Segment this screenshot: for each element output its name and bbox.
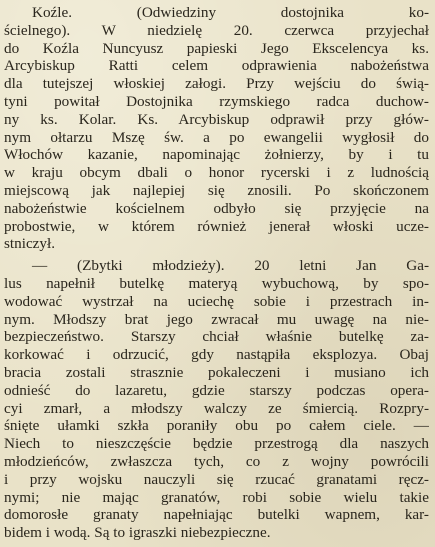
article-line: ny ks. Kolar. Ks. Arcybiskup odprawił przy głów-	[4, 110, 429, 128]
article-line: korkować i odrzucić, gdy nastąpiła eksplozya. Obaj	[4, 346, 429, 364]
article-line: nym ołtarzu Mszę św. a po ewangelii wygłosił do	[4, 128, 429, 146]
article-line: ścielnego). W niedzielę 20. czerwca przyjechał	[4, 21, 429, 39]
article-line: Koźle. (Odwiedziny dostojnika ko-	[32, 4, 429, 21]
article-line: Arcybiskup Ratti celem odprawienia nabożeństwa	[4, 57, 429, 75]
article-line: do Koźla Nuncyusz papieski Jego Ekscelencya ks.	[4, 39, 429, 57]
article-line: tyni powitał Dostojnika rzymskiego radca duchow-	[4, 92, 429, 110]
article-line: cyi zmarł, a młodszy walczy ze śmiercią. Rozpry-	[4, 399, 429, 417]
article-line: w kraju obcym dbali o honor rycerski i z ludnością	[4, 164, 429, 182]
article-line: młodzieńców, zwłaszcza tych, co z wojny powrócili	[4, 452, 429, 470]
article-line: bezpieczeństwo. Starszy chciał właśnie butelkę za-	[4, 328, 429, 346]
article-line: nym. Młodszy brat jego zwracał mu uwagę na nie-	[4, 310, 429, 328]
article-line: bidem i wodą. Są to igraszki niebezpieczne.	[4, 524, 271, 542]
article-zbytki	[4, 257, 429, 542]
article-line: bracia zostali strasznie pokaleczeni i musiano ich	[4, 363, 429, 381]
article-line: Włochów kazanie, napominając żołnierzy, by i tu	[4, 146, 429, 164]
article-line: probostwie, w którem również jenerał włoski ucze-	[4, 217, 429, 235]
article-line: odnieść do lazaretu, gdzie starszy podczas opera-	[4, 381, 429, 399]
article-line: Niech to nieszczęście będzie przestrogą dla naszych	[4, 435, 429, 453]
article-line: miejscową jak najlepiej się znosili. Po skończonem	[4, 181, 429, 199]
article-line: — (Zbytki młodzieży). 20 letni Jan Ga-	[32, 257, 429, 275]
article-line: wodować wystrzał na uciechę sobie i przestrach in-	[4, 292, 429, 310]
article-line: stniczył.	[4, 235, 56, 253]
article-line: nymi; nie mając granatów, robi sobie wielu takie	[4, 488, 429, 506]
article-line: dla tutejszej włoskiej załogi. Przy wejściu do świą-	[4, 75, 429, 93]
article-line: lus napełnił butelkę materyą wybuchową, by spo-	[4, 274, 429, 292]
article-line: domorosłe granaty napełniając butelki wapnem, kar-	[4, 506, 429, 524]
article-line: śnięte ułamki szkła poraniły obu po całem ciele. —	[4, 417, 429, 435]
article-kozle	[4, 4, 429, 253]
article-line: i przy wojsku nauczyli się rzucać granatami ręcz-	[4, 470, 429, 488]
article-line: nabożeństwie kościelnem odbyło się przyjęcie na	[4, 199, 429, 217]
